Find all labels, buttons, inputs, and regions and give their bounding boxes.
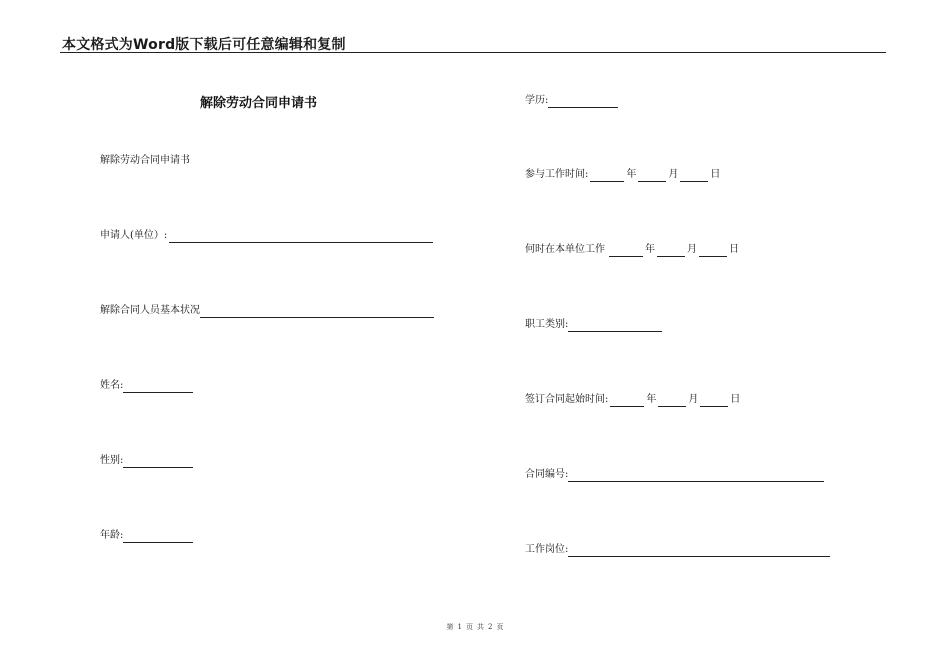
- position-blank[interactable]: [568, 545, 830, 557]
- education-blank[interactable]: [548, 96, 618, 108]
- staff-info-label: 解除合同人员基本状况: [100, 305, 200, 316]
- contract-number-label: 合同编号:: [525, 469, 569, 480]
- position-line: [525, 543, 832, 557]
- total-prefix: 共: [477, 623, 484, 631]
- staff-info-blank[interactable]: [200, 306, 434, 318]
- work-start-label: 参与工作时间:: [525, 169, 589, 180]
- gender-line: [100, 454, 195, 468]
- contract-number-line: [525, 468, 826, 482]
- day-unit: 日: [729, 244, 739, 255]
- header-banner: 本文格式为Word版下载后可任意编辑和复制: [62, 37, 346, 53]
- month-unit: 月: [687, 244, 697, 255]
- name-blank[interactable]: [123, 381, 193, 393]
- job-category-label: 职工类别:: [525, 319, 569, 330]
- applicant-line: [100, 229, 435, 243]
- document-title: 解除劳动合同申请书: [200, 96, 318, 111]
- page-total: 2: [488, 623, 493, 631]
- header-divider: [60, 52, 886, 53]
- year-unit: 年: [646, 394, 657, 405]
- contract-start-month-blank[interactable]: [658, 395, 686, 407]
- contract-number-blank[interactable]: [568, 470, 824, 482]
- work-start-year-blank[interactable]: [590, 170, 624, 182]
- day-unit: 日: [710, 169, 721, 180]
- gender-blank[interactable]: [123, 456, 193, 468]
- join-unit-label: 何时在本单位工作: [525, 244, 605, 255]
- join-unit-year-blank[interactable]: [609, 245, 643, 257]
- form-heading: 解除劳动合同申请书: [100, 155, 190, 166]
- work-start-month-blank[interactable]: [638, 170, 666, 182]
- education-line: [525, 94, 620, 108]
- job-category-blank[interactable]: [568, 320, 662, 332]
- staff-info-line: [100, 304, 436, 318]
- contract-start-label: 签订合同起始时间:: [525, 394, 609, 405]
- applicant-label: 申请人(单位）:: [100, 230, 168, 241]
- position-label: 工作岗位:: [525, 544, 569, 555]
- year-unit: 年: [645, 244, 655, 255]
- year-unit: 年: [626, 169, 637, 180]
- contract-start-day-blank[interactable]: [700, 395, 728, 407]
- age-blank[interactable]: [123, 531, 193, 543]
- page-unit: 页: [466, 623, 473, 631]
- contract-start-year-blank[interactable]: [610, 395, 644, 407]
- age-line: [100, 529, 195, 543]
- contract-start-line: [525, 393, 740, 407]
- join-unit-month-blank[interactable]: [657, 245, 685, 257]
- page-current: 1: [457, 623, 462, 631]
- education-label: 学历:: [525, 95, 549, 106]
- join-unit-day-blank[interactable]: [699, 245, 727, 257]
- applicant-blank[interactable]: [169, 231, 433, 243]
- age-label: 年龄:: [100, 530, 124, 541]
- gender-label: 性别:: [100, 455, 124, 466]
- work-start-day-blank[interactable]: [680, 170, 708, 182]
- name-line: [100, 379, 195, 393]
- job-category-line: [525, 318, 664, 332]
- day-unit: 日: [730, 394, 741, 405]
- join-unit-line: [525, 243, 739, 257]
- work-start-line: [525, 168, 720, 182]
- month-unit: 月: [688, 394, 699, 405]
- name-label: 姓名:: [100, 380, 124, 391]
- total-unit: 页: [496, 623, 504, 631]
- page-footer: [0, 622, 950, 632]
- month-unit: 月: [668, 169, 679, 180]
- page-prefix: 第: [446, 623, 454, 631]
- form-heading-line: [100, 154, 190, 168]
